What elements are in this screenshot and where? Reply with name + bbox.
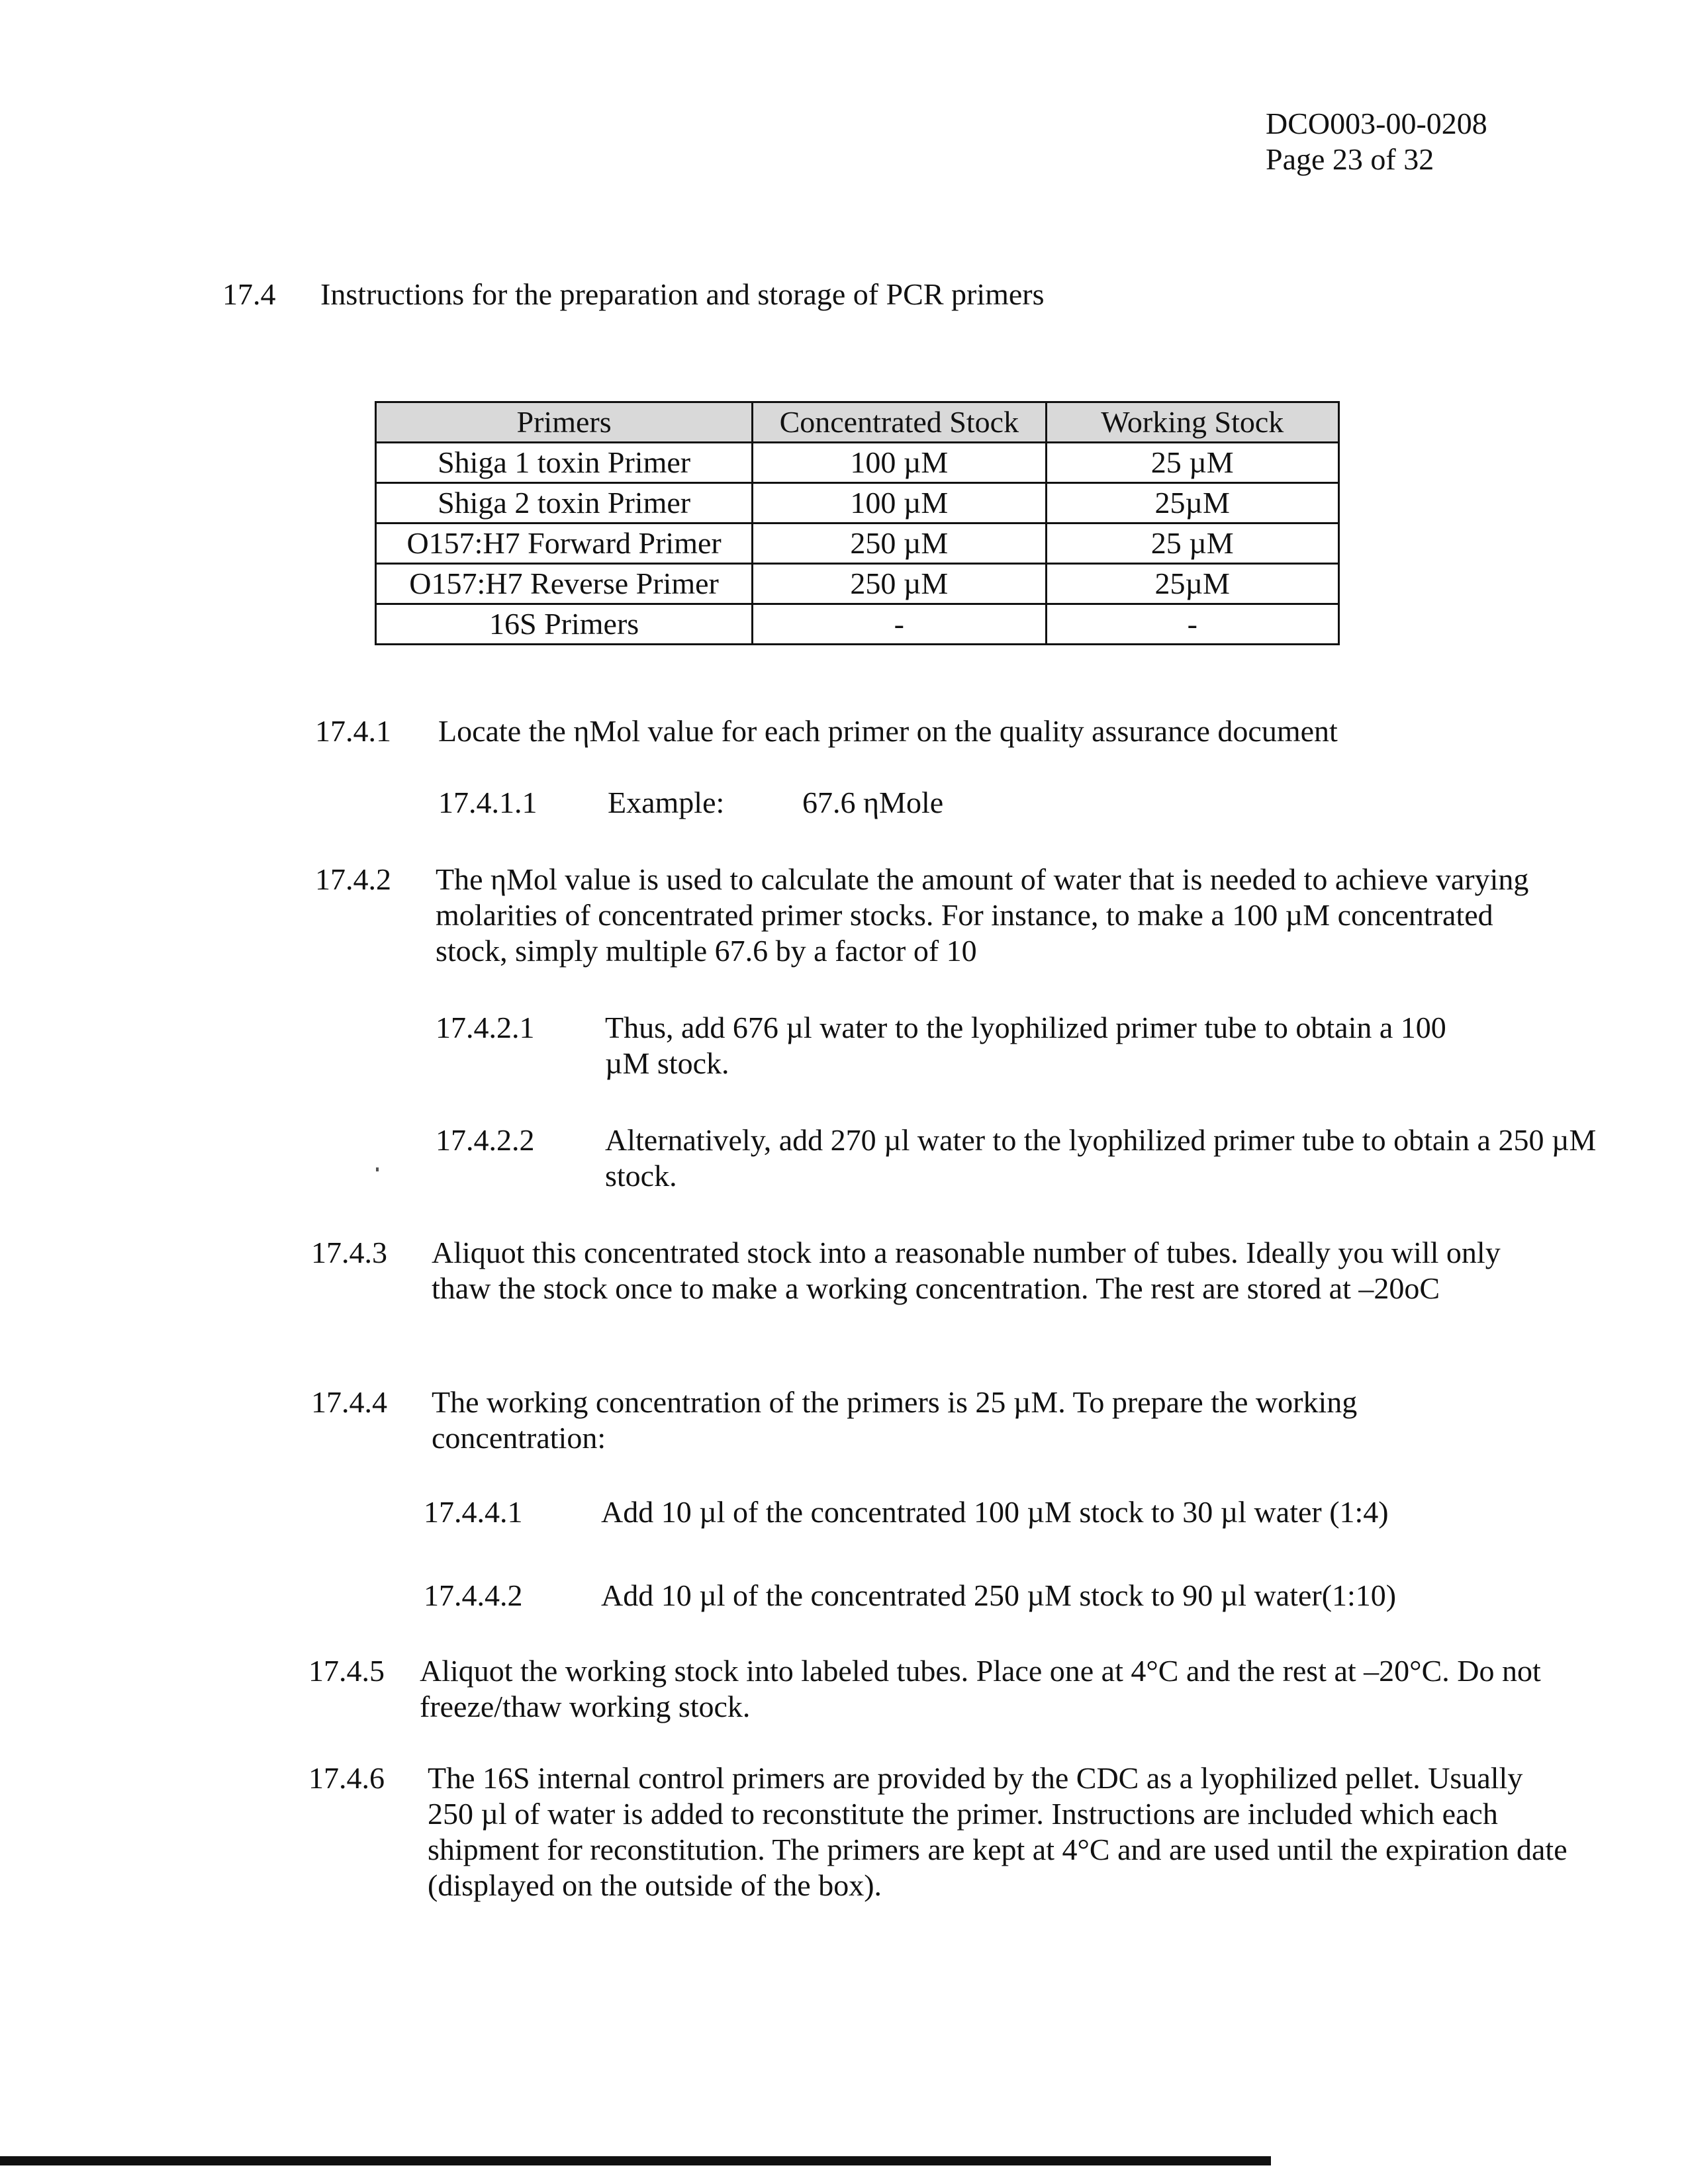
bottom-rule	[0, 2156, 1271, 2165]
document-header	[1266, 106, 1544, 177]
table-row	[376, 443, 1339, 483]
table-header-row	[376, 402, 1339, 443]
step-number: 17.4.4	[311, 1385, 387, 1419]
table-cell: 25µM	[1046, 564, 1339, 604]
section-title: Instructions for the preparation and storage of PCR primers	[320, 277, 1045, 311]
step-text: Aliquot this concentrated stock into a reasonable number of tubes. Ideally you will only thaw the stock once to make a working concentration. The rest are stored at –20oC	[432, 1236, 1501, 1305]
table-cell: 250 µM	[753, 564, 1046, 604]
table-row	[376, 483, 1339, 523]
step-number: 17.4.4.1	[424, 1495, 523, 1529]
table-cell: O157:H7 Reverse Primer	[376, 564, 753, 604]
table-cell: Shiga 2 toxin Primer	[376, 483, 753, 523]
table-cell: 100 µM	[753, 443, 1046, 483]
section-number: 17.4	[222, 277, 276, 311]
step-number: 17.4.1	[315, 714, 391, 748]
primer-table	[375, 401, 1340, 645]
step-number: 17.4.2	[315, 862, 391, 896]
column-header: Concentrated Stock	[753, 402, 1046, 443]
page-number: Page 23 of 32	[1266, 142, 1434, 176]
table-cell: 16S Primers	[376, 604, 753, 645]
step-text: Thus, add 676 µl water to the lyophilized primer tube to obtain a 100 µM stock.	[605, 1011, 1446, 1080]
step-text: Aliquot the working stock into labeled tubes. Place one at 4°C and the rest at –20°C. Do not freeze/thaw working stock.	[420, 1654, 1541, 1723]
table-cell: 100 µM	[753, 483, 1046, 523]
column-header: Primers	[376, 402, 753, 443]
step-number: 17.4.2.1	[436, 1011, 535, 1044]
table-cell: -	[753, 604, 1046, 645]
table-cell: 25µM	[1046, 483, 1339, 523]
document-id: DCO003-00-0208	[1266, 107, 1487, 140]
table-cell: Shiga 1 toxin Primer	[376, 443, 753, 483]
column-header: Working Stock	[1046, 402, 1339, 443]
step-text: The ηMol value is used to calculate the amount of water that is needed to achieve varying molarities of concentrated primer stocks. For instance, to make a 100 µM concentrated stock, simply multiple 67.6 by a factor of 10	[436, 862, 1529, 968]
step-text: Locate the ηMol value for each primer on the quality assurance document	[438, 714, 1338, 748]
step-number: 17.4.5	[308, 1654, 385, 1688]
table-row	[376, 604, 1339, 645]
table-cell: 250 µM	[753, 523, 1046, 564]
step-number: 17.4.6	[308, 1761, 385, 1795]
table-row	[376, 523, 1339, 564]
scan-speck	[376, 1167, 379, 1171]
step-text: Add 10 µl of the concentrated 250 µM stock to 90 µl water(1:10)	[601, 1578, 1397, 1612]
step-text: The working concentration of the primers is 25 µM. To prepare the working concentration:	[432, 1385, 1358, 1455]
table-cell: O157:H7 Forward Primer	[376, 523, 753, 564]
table-cell: -	[1046, 604, 1339, 645]
example-value: 67.6 ηMole	[802, 786, 944, 819]
step-text: The 16S internal control primers are provided by the CDC as a lyophilized pellet. Usually 250 µl of water is added to reconstitute the primer. Instructions are included which each shipment for reconstitution. The primers are kept at 4°C and are used until the expiration date (displayed on the outside of the box).	[428, 1761, 1567, 1902]
step-text: Example:	[608, 786, 725, 819]
step-number: 17.4.4.2	[424, 1578, 523, 1612]
step-number: 17.4.1.1	[438, 786, 538, 819]
step-text: Add 10 µl of the concentrated 100 µM stock to 30 µl water (1:4)	[601, 1495, 1389, 1529]
step-number: 17.4.2.2	[436, 1123, 535, 1157]
step-number: 17.4.3	[311, 1236, 387, 1269]
table-cell: 25 µM	[1046, 523, 1339, 564]
table-row	[376, 564, 1339, 604]
step-text: Alternatively, add 270 µl water to the lyophilized primer tube to obtain a 250 µM stock.	[605, 1123, 1597, 1193]
table-cell: 25 µM	[1046, 443, 1339, 483]
